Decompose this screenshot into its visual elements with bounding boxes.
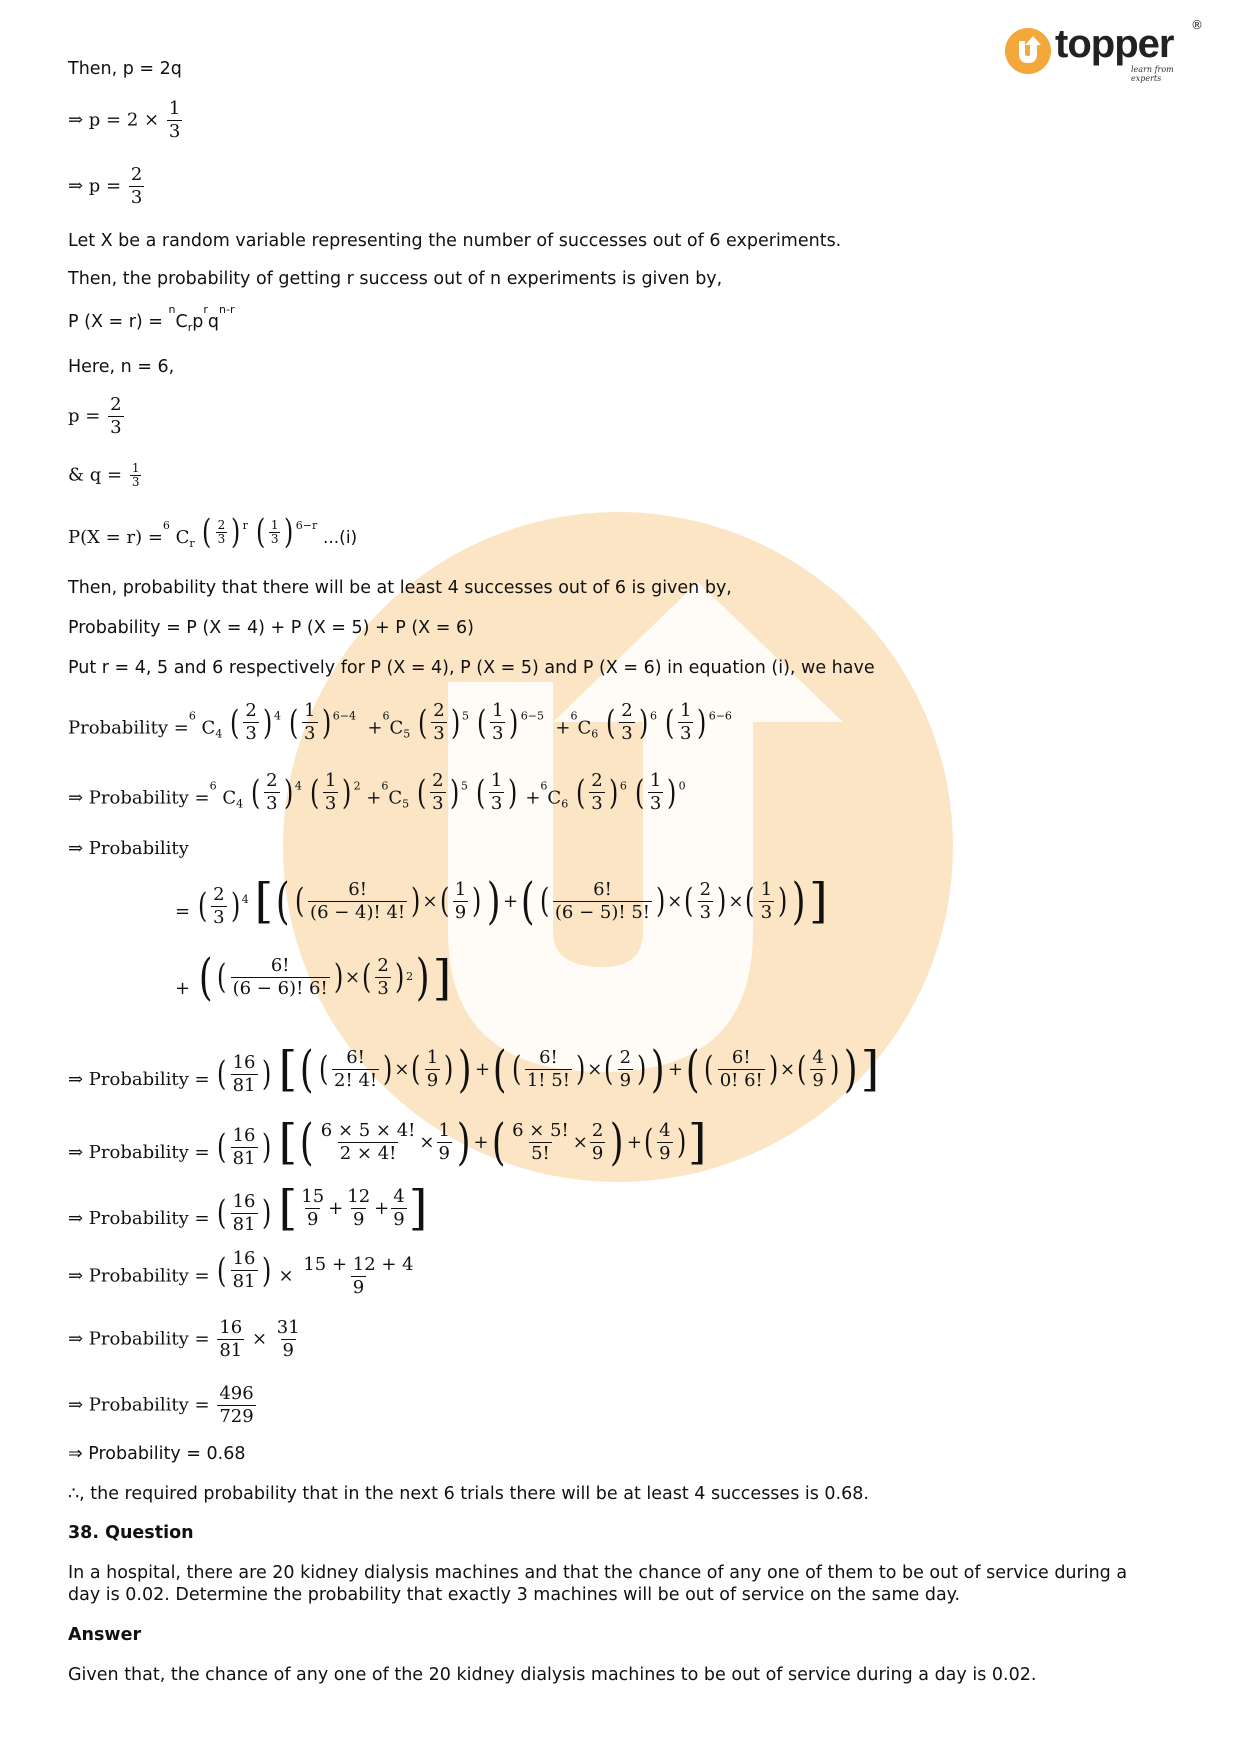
- eq-expanded: ⇒ Probability = ( $\frac{16}{81}$ ) ( [ $\frac{6 \times 5 \times 4!}{2 \times 4!}$ × $\frac{1}{9}$ ) + ( $\frac{6 \times 5!}{5!}$ × $\frac{2}{9}$ ) + ( $\frac{4}{9}$ ) ]: [68, 1113, 707, 1171]
- question-38-text-1: In a hospital, there are 20 kidney dialysis machines and that the chance of any one of them to be out of service during a: [68, 1563, 1128, 1583]
- fraction-one-third-small: $\frac{1}{3}$: [131, 461, 140, 489]
- answer-heading: Answer: [68, 1625, 142, 1645]
- eq-p-2-times-third: [68, 98, 184, 143]
- at-least-text: Then, probability that there will be at least 4 successes out of 6 is given by,: [68, 578, 732, 598]
- logo-tagline: learn from experts: [1131, 65, 1174, 83]
- eq-combined-sum: ⇒ Probability = ( $\frac{16}{81}$ ) × $\frac{15 + 12 + 4}{9}$: [68, 1248, 418, 1299]
- eq-factorial-b: + ( ( $\frac{6!}{(6 - 6)! 6!}$ ) × ( $\frac{2}{3}$ ) 2 ) ]: [175, 948, 451, 1006]
- eq-prob-expansion-2: ⇒ Probability =$^6$ $C_4$ ( $\frac{2}{3}$ ) $^4$ ( $\frac{1}{3}$ ) $^2 +^6C_5$ ( $\frac{2}{3}$ ) $^5$ ( $\frac{1}{3}$ ) $+^6C_6$ ( $\frac{2}{3}$ ) $^6$ ( $\frac{1}{3}$ ) $^0$: [68, 770, 686, 815]
- prob-word: ⇒ Probability: [68, 1265, 189, 1287]
- eq-p-value: [68, 394, 126, 439]
- fraction-two-thirds: $\frac{2}{3}$: [110, 394, 122, 438]
- prob-word: ⇒ Probability: [68, 1328, 189, 1350]
- put-r-text: Put r = 4, 5 and 6 respectively for P (X = 4), P (X = 5) and P (X = 6) in equation (i), we have: [68, 658, 875, 678]
- binomial-formula: P $(X = r) = ^nC_rp^rq^{n-r}$: [68, 303, 235, 334]
- eq-p-two-thirds: [68, 164, 146, 209]
- prob-word: ⇒ Probability: [68, 1394, 189, 1416]
- here-n-6: Here, n = 6,: [68, 357, 175, 377]
- question-38-text-2: day is 0.02. Determine the probability that exactly 3 machines will be out of service on the same day.: [68, 1585, 961, 1605]
- prob-word: ⇒ Probability: [68, 787, 189, 809]
- brand-logo: [1003, 18, 1203, 83]
- logo-wordmark: topper: [1055, 22, 1174, 66]
- prob-word: Probability: [68, 717, 169, 739]
- prob-word: ⇒ Probability: [68, 1069, 189, 1090]
- therefore-text: ∴, the required probability that in the next 6 trials there will be at least 4 successes is 0.68.: [68, 1484, 869, 1504]
- given-text: Given that, the chance of any one of the 20 kidney dialysis machines to be out of service during a day is 0.02.: [68, 1665, 1037, 1685]
- paren: ( $\frac{2}{3}$ ): [200, 512, 242, 552]
- eq-496-729: ⇒ Probability = $\frac{496}{729}$: [68, 1383, 254, 1427]
- prob-word: ⇒ Probability: [68, 1208, 189, 1229]
- paren: ( $\frac{1}{3}$ ): [254, 512, 296, 552]
- eq-q-value: [68, 462, 143, 489]
- then-prob-text: Then, the probability of getting r success out of n experiments is given by,: [68, 269, 723, 289]
- prob-result: ⇒ Probability = 0.68: [68, 1444, 246, 1464]
- question-38-heading: 38. Question: [68, 1523, 194, 1543]
- logo-u-icon: [1003, 26, 1053, 76]
- equation-ref: ...(i): [322, 528, 358, 548]
- logo-registered: ®: [1191, 18, 1203, 32]
- eq-sum-fractions: ⇒ Probability = ( $\frac{16}{81}$ ) [ $\frac{15}{9}$ + $\frac{12}{9}$ + $\frac{4}{9}$ ]: [68, 1180, 427, 1236]
- prob-word: ⇒ Probability: [68, 1142, 189, 1163]
- eq-prefix: p =: [68, 405, 101, 427]
- let-x-text: Let X be a random variable representing the number of successes out of 6 experiments.: [68, 231, 842, 251]
- eq-16-81-times-31-9: ⇒ Probability = $\frac{16}{81}$ × $\frac{31}{9}$: [68, 1317, 300, 1361]
- eq-prefix: ⇒ p = 2 ×: [68, 109, 160, 131]
- prob-sum-text: Probability = P (X = 4) + P (X = 5) + P (X = 6): [68, 618, 474, 638]
- eq-prob-expansion-1: Probability =$^6$ $C_4$ ( $\frac{2}{3}$ ) $^4$ ( $\frac{1}{3}$ ) $^{6-4} +^6C_5$ ( $\frac{2}{3}$ ) $^5$ ( $\frac{1}{3}$ ) $^{6-5} +^6C_6$ ( $\frac{2}{3}$ ) $^6$ ( $\frac{1}{3}$ ) $^{6-6}$: [68, 700, 732, 745]
- then-p-2q: Then, p = 2q: [68, 59, 182, 79]
- eq-factorial-a: = ( $\frac{2}{3}$ ) $^4$ ( ( [ $\frac{6!}{(6 - 4)! 4!}$ ) × ( $\frac{1}{9}$ ) ) + ( ( $\frac{6!}{(6 - 5)! 5!}$ ) × ( $\frac{2}{3}$ ) × ( $\frac{1}{3}$ ) ) ]: [175, 872, 828, 930]
- eq-prefix: ⇒ p =: [68, 175, 122, 197]
- eq-16-81-factorials: ⇒ Probability = ( $\frac{16}{81}$ ) ( ( [ $\frac{6!}{2! 4!}$ ) × ( $\frac{1}{9}$ ) ) + ( ( $\frac{6!}{1! 5!}$ ) × ( $\frac{2}{9}$ ) ) + ( ( $\frac{6!}{0! 6!}$ ) × ( $\frac{4}{9}$ ) ) ]: [68, 1040, 879, 1098]
- fraction-two-thirds: $\frac{2}{3}$: [130, 164, 143, 208]
- eq-pmf-i: P(X = r) =$^6$ $C_r$ ( $\frac{2}{3}$ ) $^r$ ( $\frac{1}{3}$ ) $^{6-r}$ ...(i): [68, 512, 357, 552]
- arrow-probability-label: ⇒ Probability: [68, 838, 189, 859]
- eq-prefix: & q =: [68, 464, 123, 486]
- fraction-one-third: $\frac{1}{3}$: [168, 98, 181, 142]
